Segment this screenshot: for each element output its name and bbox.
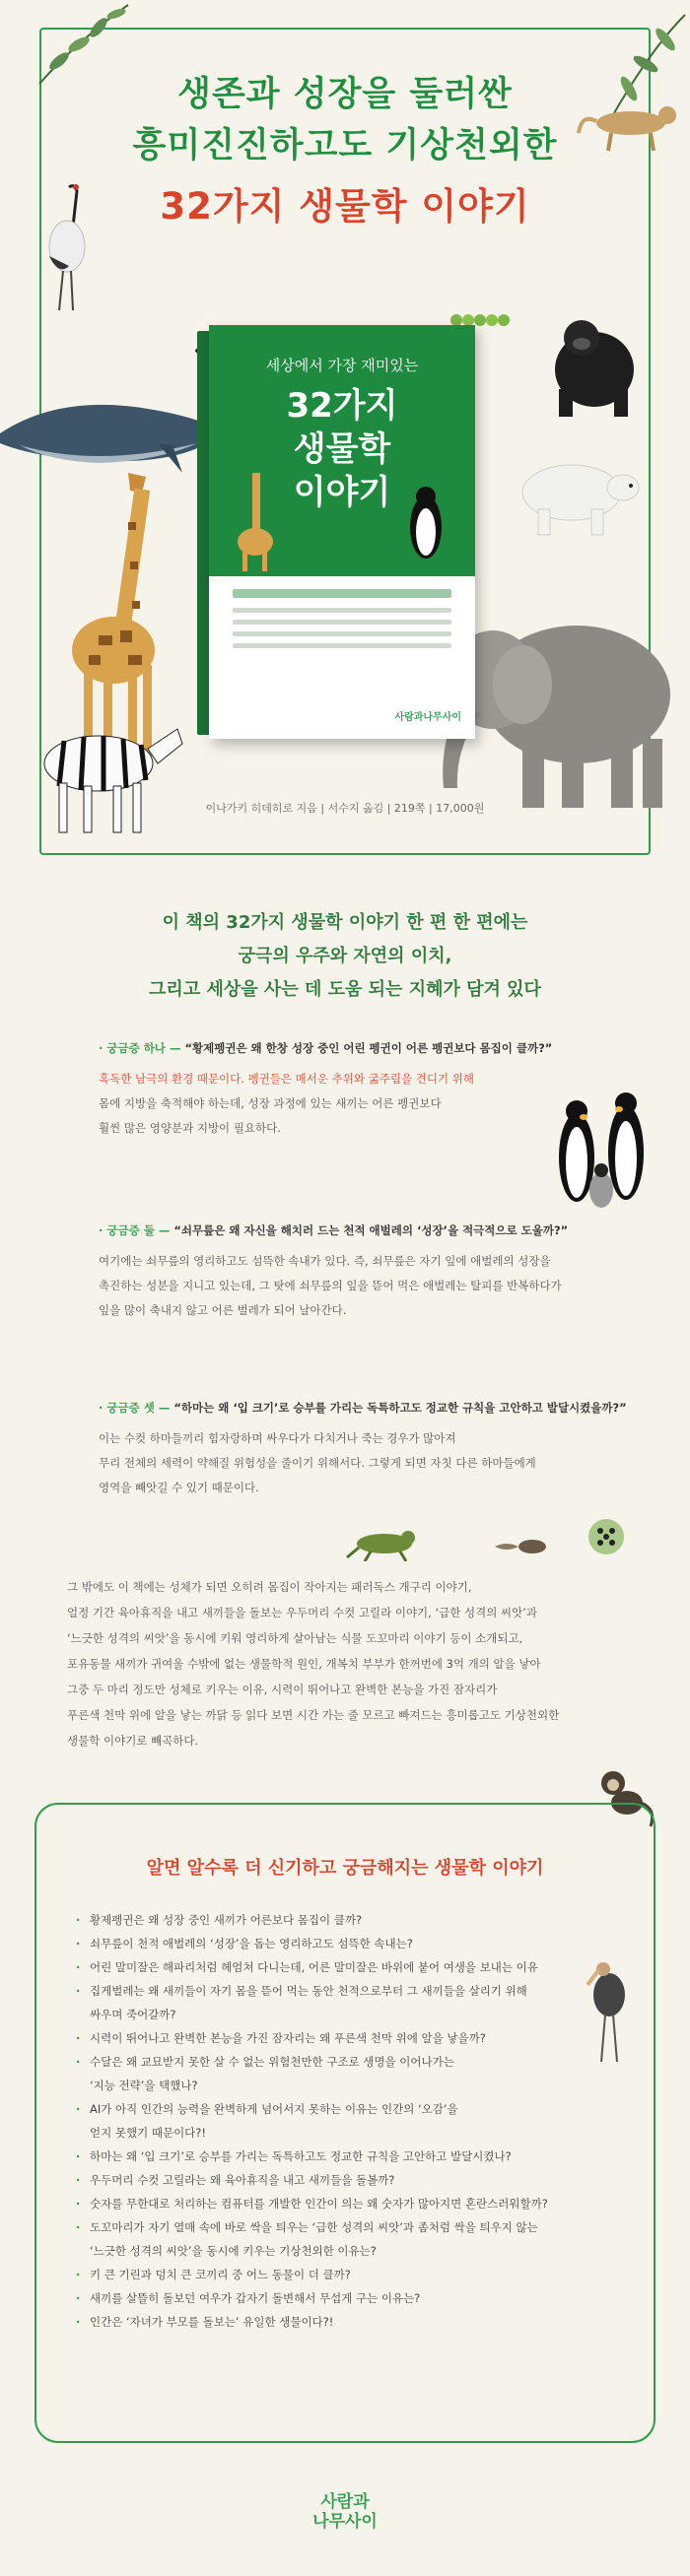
- intro-line-3: 그리고 세상을 사는 데 도움 되는 지혜가 담겨 있다: [149, 979, 541, 1000]
- summary-line-4: 포유동물 새끼가 귀여울 수밖에 없는 생물학적 원인, 개복치 부부가 한꺼번에 3억 개의 알을 낳아: [67, 1657, 541, 1671]
- stork-illustration: [572, 1955, 641, 2064]
- penguins-illustration: [552, 1074, 651, 1212]
- topic-item: · 숫자를 무한대로 처리하는 컴퓨터를 개발한 인간이 의는 왜 숫자가 많아지면 혼란스러워할까?: [76, 2192, 628, 2215]
- answer-1-line-3: 훨씬 많은 영양분과 지방이 필요하다.: [99, 1121, 281, 1135]
- intro-line-2: 궁극의 우주와 자연의 이치,: [238, 946, 452, 966]
- topic-item: · 키 큰 기린과 덩치 큰 코끼리 중 어느 동물이 더 클까?: [76, 2263, 628, 2286]
- summary-paragraph: [67, 1574, 639, 1753]
- summary-line-1: 그 밖에도 이 책에는 성체가 되면 오히려 몸집이 작아지는 패러독스 개구리 이야기,: [67, 1580, 472, 1594]
- topic-item: · 도꼬마리가 자기 열매 속에 바로 싹을 틔우는 ‘급한 성격의 씨앗’과 좀처럼 싹을 틔우지 않는 ‘느긋한 성격의 씨앗’을 동시에 키우는 기상천외한 이유는?: [76, 2215, 628, 2263]
- polar-bear-illustration: [503, 448, 641, 537]
- publisher-logo: [0, 2492, 690, 2532]
- frog-illustration: [345, 1522, 424, 1561]
- hero-title-line-1: 생존과 성장을 둘러싼: [177, 75, 513, 114]
- cover-title-line-2: 생물학: [293, 429, 391, 469]
- answer-2-line-1: 여기에는 쇠무릎의 영리하고도 섬뜩한 속내가 있다. 즉, 쇠무릎은 자기 잎에 애벌레의 성장을: [99, 1254, 551, 1268]
- question-heading-2: [99, 1222, 651, 1239]
- question-tag-2: · 궁금증 둘 —: [99, 1223, 171, 1237]
- answer-2-line-2: 촉진하는 성분을 지니고 있는데, 그 탓에 쇠무릎의 잎을 뜯어 먹은 애벌레는 탈피를 반복하다가: [99, 1279, 562, 1292]
- puma-illustration: [577, 94, 685, 153]
- cover-title-line-3: 이야기: [293, 473, 391, 512]
- question-section-2: [99, 1222, 651, 1323]
- topic-item: · 시력이 뛰어나고 완벽한 본능을 가진 잠자리는 왜 푸른색 천막 위에 알을 낳을까?: [76, 2026, 628, 2050]
- question-section-3: [99, 1399, 651, 1500]
- zebra-illustration: [10, 709, 187, 837]
- crane-illustration: [30, 177, 99, 315]
- summary-line-6: 푸른색 천막 위에 알을 낳는 까닭 등 읽다 보면 시간 가는 줄 모르고 빠져드는 흥미롭고도 기상천외한: [67, 1708, 560, 1722]
- topics-box: [34, 1803, 656, 2443]
- cover-publisher: 사람과나무사이: [394, 712, 461, 723]
- intro-line-1: 이 책의 32가지 생물학 이야기 한 편 한 편에는: [162, 912, 528, 933]
- topic-item: · 어린 말미잘은 해파리처럼 헤엄쳐 다니는데, 어른 말미잘은 바위에 붙어 여생을 보내는 이유: [76, 1955, 628, 1979]
- topic-item: · 집게벌레는 왜 새끼들이 자기 몸을 뜯어 먹는 동안 천적으로부터 그 새끼들을 살리기 위해 싸우며 죽어갈까?: [76, 1979, 628, 2026]
- question-tag-3: · 궁금증 셋 —: [99, 1401, 171, 1415]
- question-heading-3: [99, 1399, 651, 1417]
- question-text-2: “쇠무릎은 왜 자신을 해치러 드는 천적 애벌레의 ‘성장’을 적극적으로 도울까?”: [173, 1223, 569, 1237]
- book-front-cover: [209, 325, 475, 739]
- cover-title-line-1: 32가지: [286, 386, 398, 426]
- hero-title-line-2: 흥미진진하고도 기상천외한: [132, 126, 558, 165]
- book-cover-image: [209, 325, 475, 739]
- summary-line-7: 생물학 이야기로 빼곡하다.: [67, 1734, 199, 1748]
- cover-blurb-lines: [233, 589, 451, 655]
- answer-3-line-2: 무리 전체의 세력이 약해질 위험성을 줄이기 위해서다. 그렇게 되면 자칫 다른 하마들에게: [99, 1456, 536, 1470]
- answer-1-line-1: 혹독한 남극의 환경 때문이다. 펭귄들은 매서운 추위와 굶주림을 견디기 위해: [99, 1072, 474, 1086]
- cover-penguin-icon: [406, 483, 446, 561]
- topics-box-title: 알면 알수록 더 신기하고 궁금해지는 생물학 이야기: [146, 1858, 544, 1879]
- answer-text-3: [99, 1426, 651, 1500]
- book-info: 이나가키 히데히로 지음 | 서수지 옮김 | 219쪽 | 17,000원: [205, 802, 485, 815]
- hero-title-line-3: 32가지 생물학 이야기: [160, 185, 530, 228]
- question-tag-1: · 궁금증 하나 —: [99, 1041, 181, 1055]
- question-text-1: “황제펭귄은 왜 한창 성장 중인 어린 펭귄이 어른 펭귄보다 몸집이 클까?”: [184, 1041, 553, 1055]
- answer-3-line-1: 이는 수컷 하마들끼리 힘자랑하며 싸우다가 다치거나 죽는 경우가 많아져: [99, 1431, 456, 1445]
- answer-text-2: [99, 1249, 651, 1323]
- tadpole-illustration: [493, 1537, 552, 1556]
- answer-2-line-3: 잎을 많이 축내지 않고 어른 벌레가 되어 날아간다.: [99, 1303, 347, 1317]
- topics-list: [76, 1908, 628, 2334]
- topic-item: · AI가 아직 인간의 능력을 완벽하게 넘어서지 못하는 이유는 인간의 ‘오감’을 얻지 못했기 때문이다?!: [76, 2097, 628, 2145]
- cover-subtitle: 세상에서 가장 재미있는: [265, 357, 419, 374]
- question-text-3: “하마는 왜 ‘입 크기’로 승부를 가리는 독특하고도 정교한 규칙을 고안하고 발달시켰을까?”: [173, 1401, 627, 1415]
- topic-item: · 인간은 ‘자녀가 부모를 돌보는’ 유일한 생물이다?!: [76, 2310, 628, 2334]
- topic-item: · 쇠무릎이 천적 애벌레의 ‘성장’을 돕는 영리하고도 섬뜩한 속내는?: [76, 1932, 628, 1955]
- summary-line-2: 얼정 기간 육아휴직을 내고 새끼들을 돌보는 우두머리 수컷 고릴라 이야기, ‘급한 성격의 씨앗’과: [67, 1606, 537, 1619]
- summary-line-3: ‘느긋한 성격의 씨앗’을 동시에 키워 영리하게 살아남는 식물 도꼬마리 이야기 등이 소개되고,: [67, 1631, 523, 1645]
- topic-item: · 수달은 왜 교묘받지 못한 살 수 없는 위험천만한 구조로 생명을 이어나가는 ‘지능 전략’을 택했나?: [76, 2050, 628, 2097]
- cover-giraffe-icon: [231, 473, 280, 571]
- answer-1-line-2: 몸에 지방을 축적해야 하는데, 성장 과정에 있는 새끼는 어른 펭귄보다: [99, 1096, 442, 1110]
- publisher-logo-line-2: 나무사이: [312, 2512, 378, 2532]
- hero-section: [0, 0, 690, 857]
- answer-3-line-3: 영역을 빼앗길 수 있기 때문이다.: [99, 1481, 259, 1494]
- frog-eggs-illustration: [586, 1517, 626, 1556]
- gorilla-illustration: [537, 310, 646, 419]
- intro-heading: [0, 906, 690, 1007]
- summary-line-5: 그중 두 마리 정도만 성체로 키우는 이유, 시력이 뛰어나고 완벽한 본능을 가진 잠자리가: [67, 1683, 498, 1696]
- topic-item: · 하마는 왜 ‘입 크기’로 승부를 가리는 독특하고도 정교한 규칙을 고안하고 발달시켰나?: [76, 2145, 628, 2168]
- publisher-logo-line-1: 사람과: [320, 2492, 370, 2512]
- question-heading-1: [99, 1039, 651, 1057]
- topic-item: · 우두머리 수컷 고릴라는 왜 육아휴직을 내고 새끼들을 돌볼까?: [76, 2168, 628, 2192]
- topic-item: · 황제펭귄은 왜 성장 중인 새끼가 어른보다 몸집이 클까?: [76, 1908, 628, 1932]
- topic-item: · 새끼를 살뜰히 돌보던 여우가 갑자기 돌변해서 무섭게 구는 이유는?: [76, 2286, 628, 2310]
